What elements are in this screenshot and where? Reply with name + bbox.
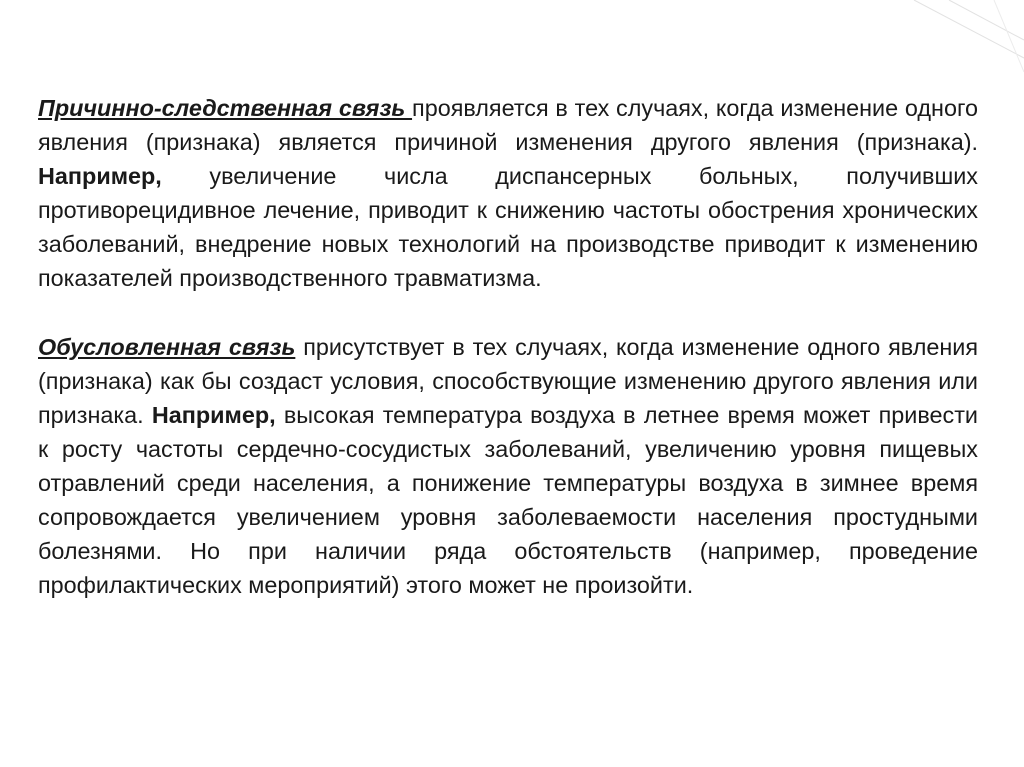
- term-conditioned-link: Обусловленная связь: [38, 333, 296, 360]
- paragraph-conditioned-link: [38, 330, 978, 603]
- corner-decoration: [874, 0, 1024, 90]
- example-label: Например,: [38, 163, 162, 190]
- example-label: Например,: [151, 401, 276, 428]
- paragraph-text: присутствует в тех случаях, когда изменение одного явления (признака) как бы создаст условия, способствующие изменению другого явления или признака.: [38, 333, 979, 428]
- paragraph-text: высокая температура воздуха в летнее время может привести к росту частоты сердечно-сосудистых заболеваний, увеличению уровня пищевых отравлений среди населения, а понижение температуры воздуха в зимнее время сопровождается увеличением уровня заболеваемости населения простудными болезнями. Но при наличии ряда обстоятельств (например, проведение профилактических мероприятий) этого может не произойти.: [38, 401, 978, 599]
- paragraph-text: проявляется в тех случаях, когда изменение одного явления (признака) является причиной изменения другого явления (признака).: [38, 95, 978, 156]
- term-causal-link: Причинно-следственная связь: [38, 95, 413, 121]
- paragraph-text: увеличение числа диспансерных больных, получивших противорецидивное лечение, приводит к снижению частоты обострения хронических заболеваний, внедрение новых технологий на производстве приводит к изменению показателей производственного травматизма.: [38, 163, 978, 292]
- paragraph-causal-link: [38, 91, 978, 296]
- slide-body: [38, 91, 978, 602]
